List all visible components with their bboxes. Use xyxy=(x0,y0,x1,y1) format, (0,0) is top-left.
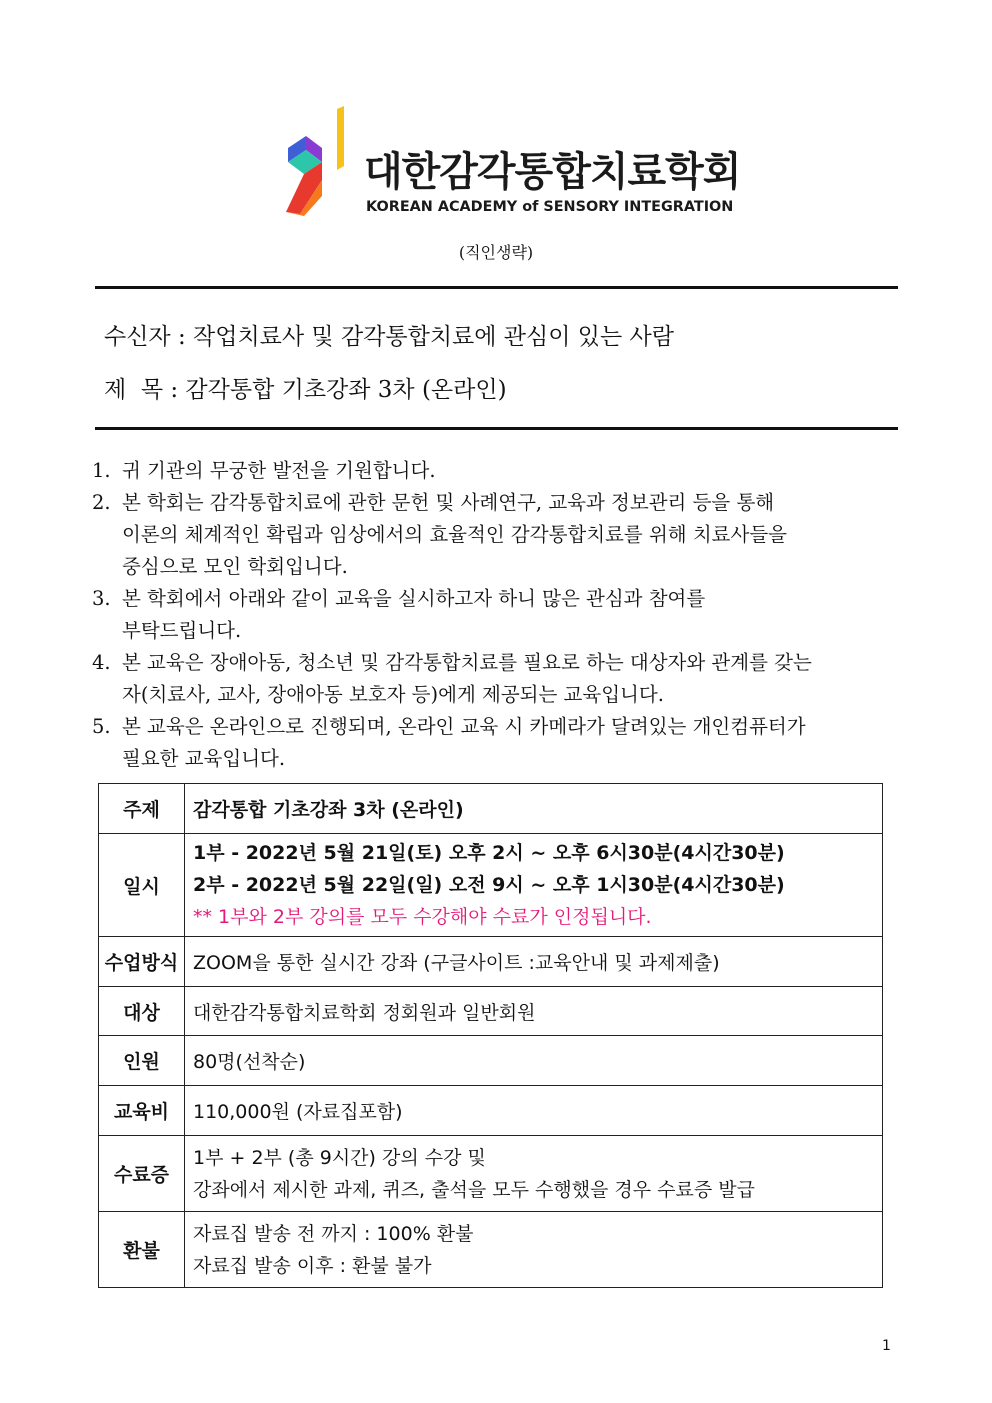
certificate-line1: 1부 + 2부 (총 9시간) 강의 수강 및 xyxy=(193,1146,486,1169)
academy-logo xyxy=(282,106,741,218)
list-item xyxy=(92,487,892,583)
label-schedule: 일시 xyxy=(99,834,185,937)
schedule-part2: 2부 - 2022년 5월 22일(일) 오전 9시 ~ 오후 1시30분(4시간30분) xyxy=(193,874,785,896)
item-number: 4. xyxy=(92,651,111,674)
table-row-schedule xyxy=(99,834,883,937)
list-item xyxy=(92,583,892,647)
schedule-note: ** 1부와 2부 강의를 모두 수강해야 수료가 인정됩니다. xyxy=(193,906,652,928)
value-topic: 감각통합 기초강좌 3차 (온라인) xyxy=(185,784,883,834)
value-method: ZOOM을 통한 실시간 강좌 (구글사이트 :교육안내 및 과제제출) xyxy=(185,937,883,987)
label-target: 대상 xyxy=(99,987,185,1036)
list-item xyxy=(92,455,892,487)
item-line: 본 교육은 온라인으로 진행되며, 온라인 교육 시 카메라가 달려있는 개인컴퓨터가 xyxy=(122,715,806,738)
logo-korean-name: 대한감각통합치료학회 xyxy=(364,149,741,195)
seal-omitted-note: (직인생략) xyxy=(458,243,534,262)
item-line: 중심으로 모인 학회입니다. xyxy=(122,555,348,578)
subject-line: 제 목 : 감각통합 기초강좌 3차 (온라인) xyxy=(104,377,507,403)
item-line: 자(치료사, 교사, 장애아동 보호자 등)에게 제공되는 교육입니다. xyxy=(122,683,664,706)
item-number: 5. xyxy=(92,715,111,738)
refund-line1: 자료집 발송 전 까지 : 100% 환불 xyxy=(193,1222,474,1245)
course-info-table xyxy=(98,783,883,1288)
item-number: 3. xyxy=(92,587,111,610)
table-row-target xyxy=(99,987,883,1036)
item-line: 본 학회에서 아래와 같이 교육을 실시하고자 하니 많은 관심과 참여를 xyxy=(122,587,706,610)
item-line: 본 교육은 장애아동, 청소년 및 감각통합치료를 필요로 하는 대상자와 관계를 갖는 xyxy=(122,651,812,674)
refund-line2: 자료집 발송 이후 : 환불 불가 xyxy=(193,1254,432,1277)
table-row-method xyxy=(99,937,883,987)
item-line: 부탁드립니다. xyxy=(122,619,242,642)
label-capacity: 인원 xyxy=(99,1036,185,1086)
table-row-refund xyxy=(99,1212,883,1288)
label-refund: 환불 xyxy=(99,1212,185,1288)
value-certificate xyxy=(185,1136,883,1212)
logo-mark-icon xyxy=(282,106,362,218)
schedule-part1: 1부 - 2022년 5월 21일(토) 오후 2시 ~ 오후 6시30분(4시간30분) xyxy=(193,842,785,864)
label-topic: 주제 xyxy=(99,784,185,834)
value-target: 대한감각통합치료학회 정회원과 일반회원 xyxy=(185,987,883,1036)
item-number: 2. xyxy=(92,491,111,514)
table-row-topic xyxy=(99,784,883,834)
list-item xyxy=(92,711,892,775)
header-top-rule xyxy=(95,286,898,289)
item-line: 필요한 교육입니다. xyxy=(122,747,286,770)
value-schedule xyxy=(185,834,883,937)
label-certificate: 수료증 xyxy=(99,1136,185,1212)
label-method: 수업방식 xyxy=(99,937,185,987)
body-items xyxy=(92,455,892,775)
value-fee: 110,000원 (자료집포함) xyxy=(185,1086,883,1136)
header-bottom-rule xyxy=(95,427,898,430)
item-line: 귀 기관의 무궁한 발전을 기원합니다. xyxy=(122,459,436,482)
value-capacity: 80명(선착순) xyxy=(185,1036,883,1086)
table-row-fee xyxy=(99,1086,883,1136)
table-row-certificate xyxy=(99,1136,883,1212)
certificate-line2: 강좌에서 제시한 과제, 퀴즈, 출석을 모두 수행했을 경우 수료증 발급 xyxy=(193,1178,755,1201)
value-refund xyxy=(185,1212,883,1288)
table-row-capacity xyxy=(99,1036,883,1086)
logo-english-name: KOREAN ACADEMY of SENSORY INTEGRATION xyxy=(366,199,734,215)
label-fee: 교육비 xyxy=(99,1086,185,1136)
list-item xyxy=(92,647,892,711)
item-line: 이론의 체계적인 확립과 임상에서의 효율적인 감각통합치료를 위해 치료사들을 xyxy=(122,523,788,546)
item-number: 1. xyxy=(92,459,111,482)
item-line: 본 학회는 감각통합치료에 관한 문헌 및 사례연구, 교육과 정보관리 등을 통해 xyxy=(122,491,775,514)
recipient-line: 수신자 : 작업치료사 및 감각통합치료에 관심이 있는 사람 xyxy=(104,324,674,350)
page-number: 1 xyxy=(882,1338,891,1354)
